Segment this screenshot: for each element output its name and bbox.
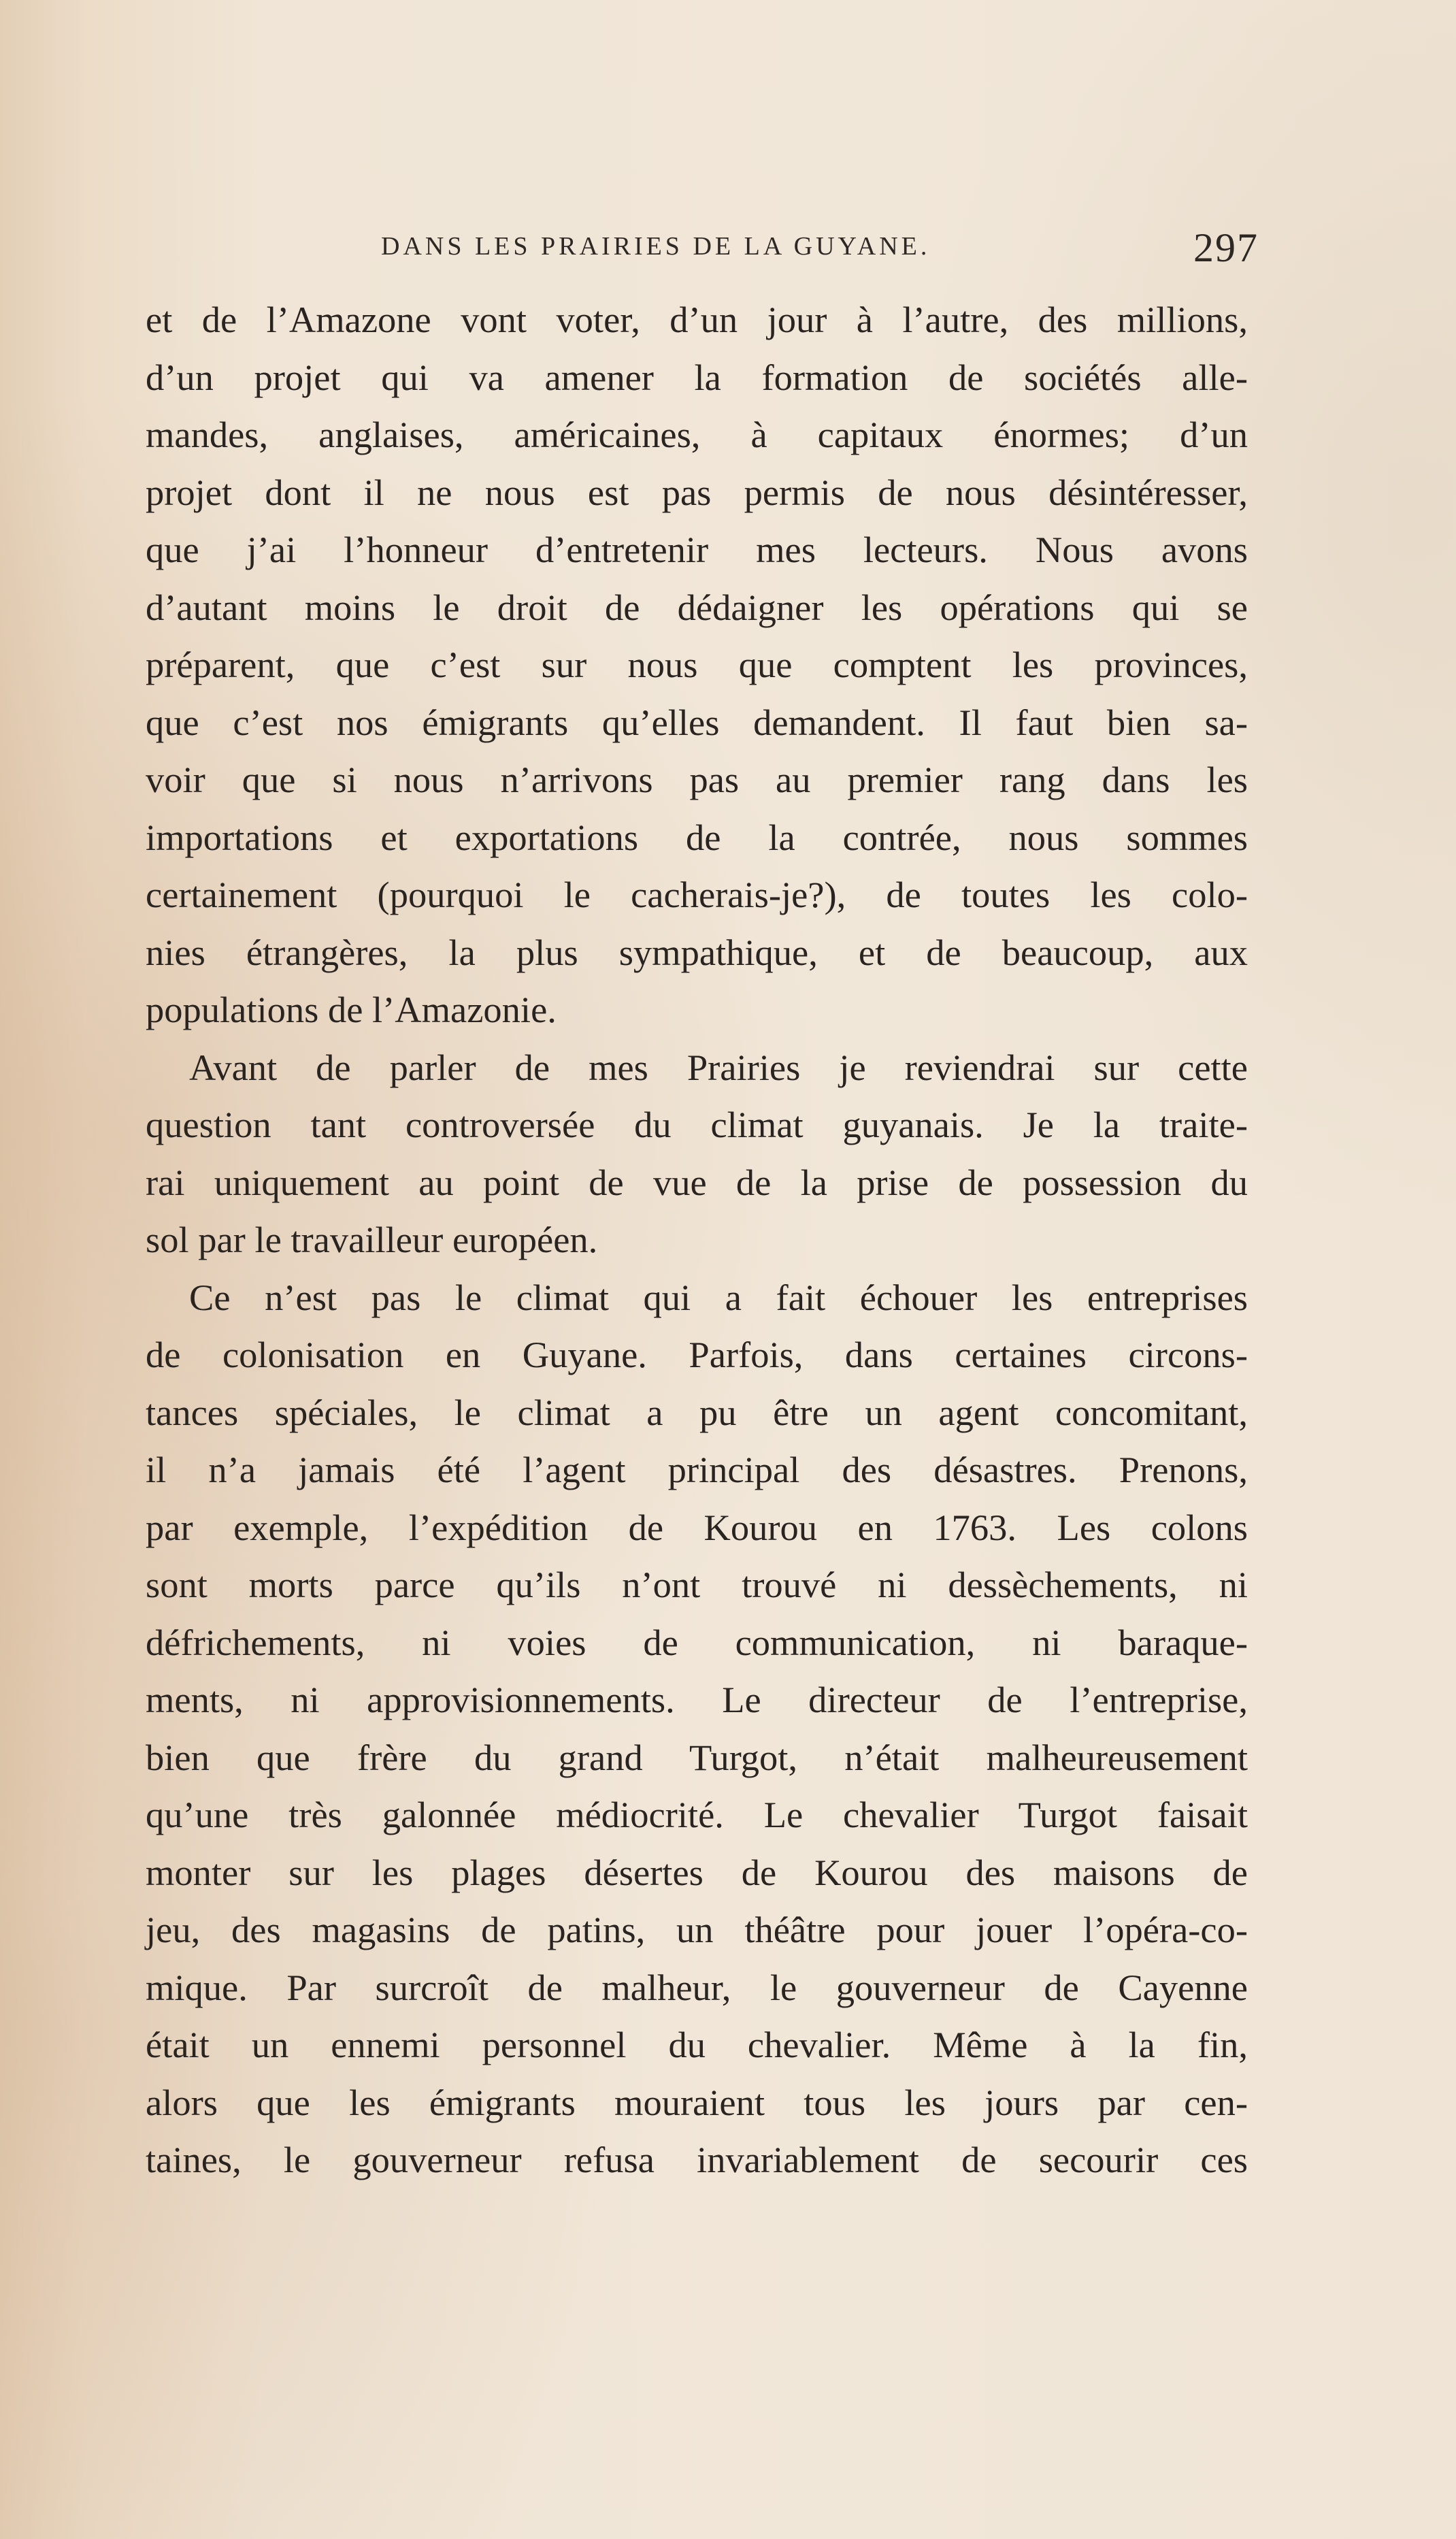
text-line: et de l’Amazone vont voter, d’un jour à l’autre, des millions, [146,299,1248,340]
text-line: d’autant moins le droit de dédaigner les opérations qui se [146,586,1248,628]
text-line: nies étrangères, la plus sympathique, et de beaucoup, aux [146,931,1248,973]
text-line: ments, ni approvisionnements. Le directeur de l’entreprise, [146,1679,1248,1720]
text-line: défrichements, ni voies de communication, ni baraque- [146,1621,1248,1663]
text-line: que j’ai l’honneur d’entretenir mes lecteurs. Nous avons [146,529,1248,570]
text-line: rai uniquement au point de vue de la prise de possession du [146,1161,1248,1203]
text-line: il n’a jamais été l’agent principal des désastres. Prenons, [146,1449,1248,1490]
page-header [381,225,1259,272]
body-text [146,291,1248,2189]
text-line: mandes, anglaises, américaines, à capitaux énormes; d’un [146,414,1248,455]
text-line: préparent, que c’est sur nous que comptent les provinces, [146,644,1248,685]
text-line: tances spéciales, le climat a pu être un agent concomitant, [146,1391,1248,1433]
running-title: DANS LES PRAIRIES DE LA GUYANE. [381,232,931,261]
text-line: taines, le gouverneur refusa invariablement de secourir ces [146,2139,1248,2180]
text-line: Ce n’est pas le climat qui a fait échouer les entreprises [189,1276,1248,1318]
text-line: que c’est nos émigrants qu’elles demandent. Il faut bien sa- [146,701,1248,743]
text-line: bien que frère du grand Turgot, n’était malheureusement [146,1736,1248,1778]
text-line: sol par le travailleur européen. [146,1219,598,1260]
text-line: d’un projet qui va amener la formation de sociétés alle- [146,356,1248,398]
text-line: monter sur les plages désertes de Kourou des maisons de [146,1851,1248,1893]
text-line: de colonisation en Guyane. Parfois, dans certaines circons- [146,1334,1248,1375]
text-line: certainement (pourquoi le cacherais-je?), de toutes les colo- [146,874,1248,915]
page-number: 297 [1193,225,1259,270]
text-line: par exemple, l’expédition de Kourou en 1763. Les colons [146,1506,1248,1548]
text-line: populations de l’Amazonie. [146,989,557,1030]
text-line: sont morts parce qu’ils n’ont trouvé ni dessèchements, ni [146,1564,1248,1605]
text-line: était un ennemi personnel du chevalier. Même à la fin, [146,2024,1248,2065]
text-line: alors que les émigrants mouraient tous les jours par cen- [146,2081,1248,2123]
text-line: importations et exportations de la contrée, nous sommes [146,816,1248,858]
text-line: projet dont il ne nous est pas permis de nous désintéresser, [146,471,1248,513]
text-line: Avant de parler de mes Prairies je reviendrai sur cette [189,1046,1248,1088]
text-line: jeu, des magasins de patins, un théâtre pour jouer l’opéra-co- [146,1909,1248,1950]
text-line: qu’une très galonnée médiocrité. Le chevalier Turgot faisait [146,1794,1248,1835]
text-line: mique. Par surcroît de malheur, le gouverneur de Cayenne [146,1966,1248,2008]
text-line: question tant controversée du climat guyanais. Je la traite- [146,1104,1248,1145]
text-line: voir que si nous n’arrivons pas au premier rang dans les [146,759,1248,800]
